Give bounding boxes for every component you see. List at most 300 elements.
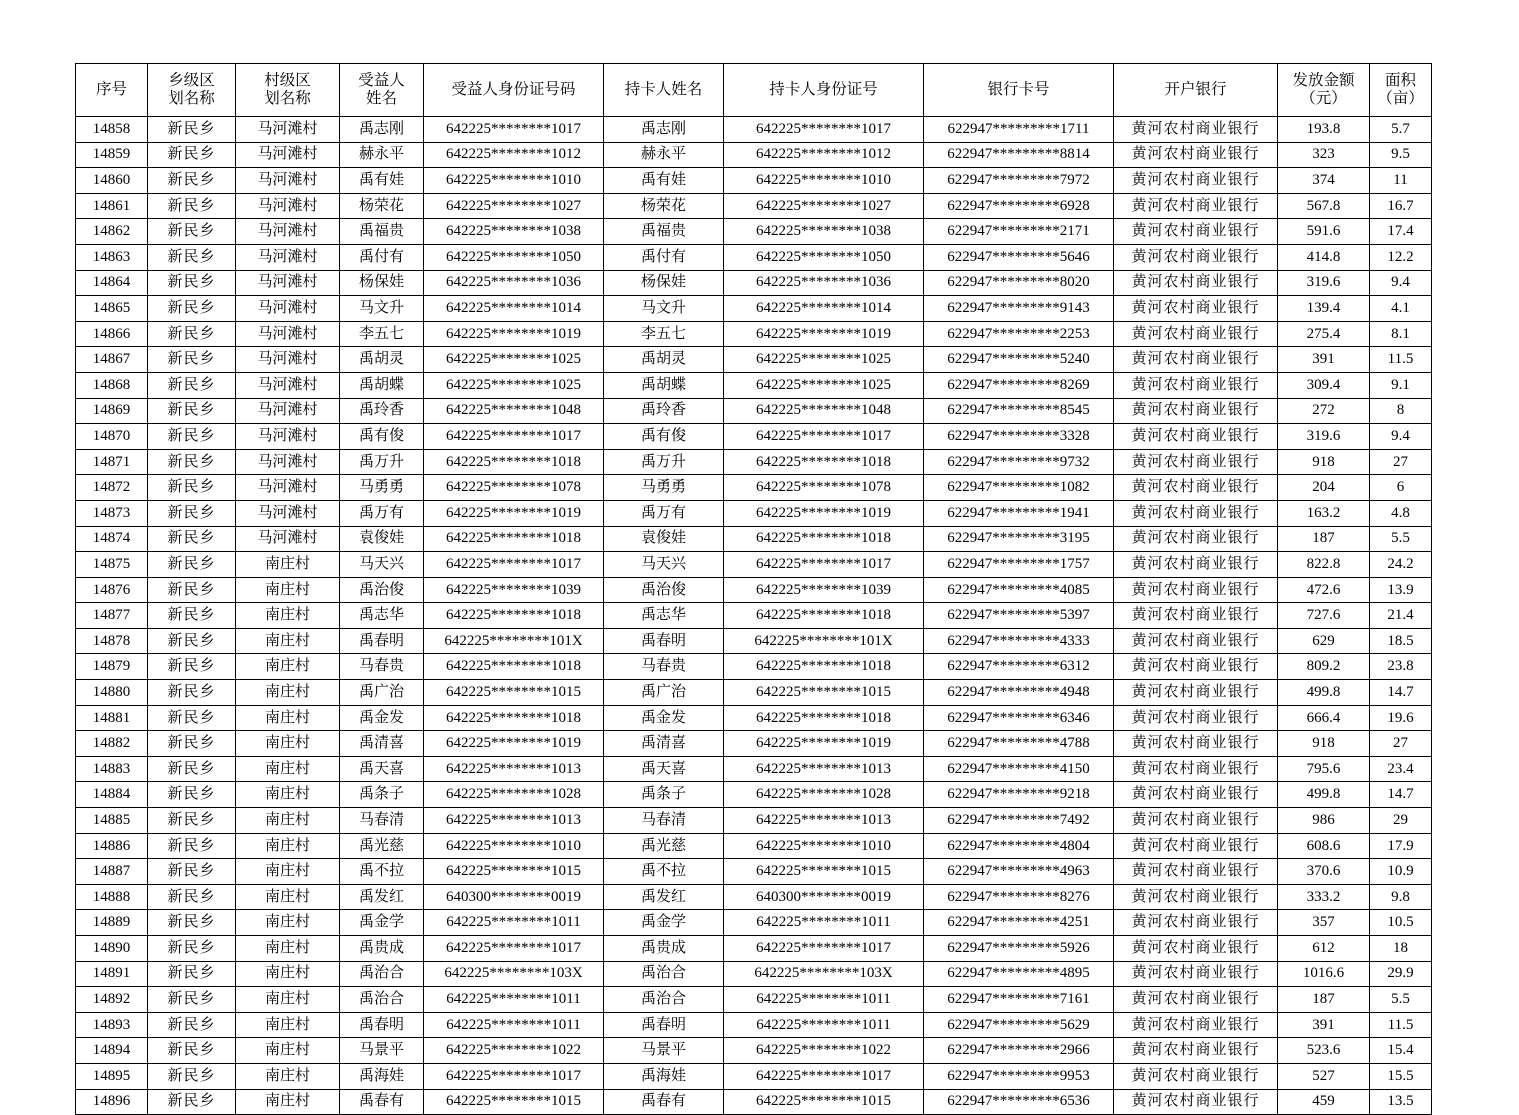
cell-amount: 499.8 [1278,680,1370,706]
cell-beneficiary-name: 马景平 [340,1038,424,1064]
cell-township: 新民乡 [148,628,236,654]
cell-seq: 14882 [76,731,148,757]
cell-cardholder-id: 642225********1078 [724,475,924,501]
cell-cardholder-name: 禹治俊 [604,577,724,603]
cell-area: 9.5 [1370,142,1432,168]
cell-beneficiary-name: 禹志刚 [340,117,424,143]
cell-seq: 14859 [76,142,148,168]
cell-cardholder-id: 642225********1011 [724,910,924,936]
cell-area: 15.5 [1370,1063,1432,1089]
cell-amount: 1016.6 [1278,961,1370,987]
cell-township: 新民乡 [148,168,236,194]
table-row [76,756,1432,782]
cell-amount: 309.4 [1278,372,1370,398]
cell-area: 4.1 [1370,296,1432,322]
column-header-area [1370,64,1432,117]
cell-seq: 14864 [76,270,148,296]
cell-seq: 14858 [76,117,148,143]
cell-cardholder-id: 642225********1039 [724,577,924,603]
table-row [76,475,1432,501]
cell-bank-card-number: 622947*********1941 [924,500,1114,526]
cell-bank-card-number: 622947*********3328 [924,424,1114,450]
column-header-line1: 发放金额 [1292,71,1355,89]
table-row [76,833,1432,859]
cell-village: 南庄村 [236,910,340,936]
cell-beneficiary-name: 禹广治 [340,680,424,706]
table-row [76,731,1432,757]
table-row [76,142,1432,168]
table-body [76,117,1432,1115]
cell-cardholder-name: 禹胡灵 [604,347,724,373]
cell-township: 新民乡 [148,577,236,603]
cell-bank-name: 黄河农村商业银行 [1114,424,1278,450]
cell-cardholder-name: 马天兴 [604,552,724,578]
cell-bank-name: 黄河农村商业银行 [1114,782,1278,808]
cell-beneficiary-id: 642225********1039 [424,577,604,603]
cell-area: 5.5 [1370,526,1432,552]
cell-bank-name: 黄河农村商业银行 [1114,1038,1278,1064]
cell-amount: 809.2 [1278,654,1370,680]
cell-beneficiary-name: 禹不拉 [340,859,424,885]
cell-amount: 459 [1278,1089,1370,1115]
cell-beneficiary-id: 642225********1017 [424,1063,604,1089]
cell-bank-card-number: 622947*********9953 [924,1063,1114,1089]
cell-bank-name: 黄河农村商业银行 [1114,603,1278,629]
cell-area: 8 [1370,398,1432,424]
cell-cardholder-id: 642225********1018 [724,705,924,731]
cell-township: 新民乡 [148,526,236,552]
cell-township: 新民乡 [148,398,236,424]
cell-bank-name: 黄河农村商业银行 [1114,552,1278,578]
cell-seq: 14890 [76,936,148,962]
table-row [76,244,1432,270]
cell-beneficiary-id: 642225********1038 [424,219,604,245]
column-header-line1: 村级区 [264,71,311,89]
cell-amount: 472.6 [1278,577,1370,603]
cell-cardholder-id: 642225********1025 [724,347,924,373]
cell-beneficiary-id: 642225********1015 [424,859,604,885]
column-header-seq [76,64,148,117]
cell-cardholder-id: 642225********1038 [724,219,924,245]
cell-area: 14.7 [1370,782,1432,808]
table-row [76,168,1432,194]
cell-amount: 139.4 [1278,296,1370,322]
cell-village: 马河滩村 [236,296,340,322]
cell-seq: 14863 [76,244,148,270]
column-header-cardholder-id [724,64,924,117]
cell-bank-name: 黄河农村商业银行 [1114,987,1278,1013]
cell-beneficiary-name: 李五七 [340,321,424,347]
cell-bank-name: 黄河农村商业银行 [1114,475,1278,501]
cell-area: 27 [1370,731,1432,757]
cell-area: 17.4 [1370,219,1432,245]
cell-cardholder-name: 禹春有 [604,1089,724,1115]
column-header-line2: 划名称 [168,90,215,107]
cell-seq: 14883 [76,756,148,782]
cell-township: 新民乡 [148,756,236,782]
cell-beneficiary-id: 642225********1012 [424,142,604,168]
cell-bank-card-number: 622947*********2966 [924,1038,1114,1064]
cell-area: 21.4 [1370,603,1432,629]
cell-beneficiary-id: 642225********1048 [424,398,604,424]
cell-beneficiary-id: 642225********101X [424,628,604,654]
cell-cardholder-name: 李五七 [604,321,724,347]
cell-area: 6 [1370,475,1432,501]
cell-cardholder-name: 禹志华 [604,603,724,629]
cell-area: 11.5 [1370,347,1432,373]
column-header-amount [1278,64,1370,117]
cell-seq: 14878 [76,628,148,654]
cell-area: 16.7 [1370,193,1432,219]
column-header-line2: （元） [1300,90,1347,107]
cell-bank-card-number: 622947*********8545 [924,398,1114,424]
cell-beneficiary-name: 禹有俊 [340,424,424,450]
cell-seq: 14872 [76,475,148,501]
cell-cardholder-id: 642225********1036 [724,270,924,296]
column-header-line2: （亩） [1377,90,1424,107]
cell-village: 南庄村 [236,731,340,757]
cell-area: 9.4 [1370,424,1432,450]
cell-seq: 14866 [76,321,148,347]
cell-beneficiary-id: 642225********1027 [424,193,604,219]
cell-village: 南庄村 [236,961,340,987]
cell-amount: 391 [1278,347,1370,373]
table-row [76,296,1432,322]
column-header-line2: 姓名 [365,90,397,107]
cell-beneficiary-name: 禹玲香 [340,398,424,424]
cell-area: 5.5 [1370,987,1432,1013]
cell-area: 24.2 [1370,552,1432,578]
cell-seq: 14880 [76,680,148,706]
cell-cardholder-name: 禹贵成 [604,936,724,962]
cell-cardholder-name: 禹条子 [604,782,724,808]
cell-cardholder-name: 禹付有 [604,244,724,270]
cell-beneficiary-name: 赫永平 [340,142,424,168]
cell-cardholder-id: 642225********1015 [724,680,924,706]
cell-cardholder-id: 642225********1011 [724,987,924,1013]
cell-beneficiary-name: 禹治合 [340,961,424,987]
table-row [76,680,1432,706]
cell-cardholder-id: 642225********1025 [724,372,924,398]
cell-beneficiary-id: 642225********1018 [424,705,604,731]
cell-amount: 193.8 [1278,117,1370,143]
cell-seq: 14887 [76,859,148,885]
cell-seq: 14889 [76,910,148,936]
cell-cardholder-name: 禹志刚 [604,117,724,143]
cell-bank-card-number: 622947*********7161 [924,987,1114,1013]
cell-amount: 319.6 [1278,270,1370,296]
cell-amount: 567.8 [1278,193,1370,219]
cell-beneficiary-name: 马天兴 [340,552,424,578]
cell-area: 17.9 [1370,833,1432,859]
cell-seq: 14892 [76,987,148,1013]
cell-township: 新民乡 [148,219,236,245]
cell-bank-card-number: 622947*********8814 [924,142,1114,168]
cell-area: 13.5 [1370,1089,1432,1115]
cell-township: 新民乡 [148,475,236,501]
cell-township: 新民乡 [148,347,236,373]
cell-village: 马河滩村 [236,321,340,347]
table-row [76,193,1432,219]
cell-cardholder-id: 642225********1027 [724,193,924,219]
cell-seq: 14886 [76,833,148,859]
cell-bank-card-number: 622947*********4804 [924,833,1114,859]
cell-cardholder-name: 禹清喜 [604,731,724,757]
cell-bank-name: 黄河农村商业银行 [1114,244,1278,270]
cell-township: 新民乡 [148,1089,236,1115]
cell-bank-name: 黄河农村商业银行 [1114,117,1278,143]
cell-bank-name: 黄河农村商业银行 [1114,680,1278,706]
cell-beneficiary-name: 禹万升 [340,449,424,475]
cell-area: 18 [1370,936,1432,962]
cell-cardholder-id: 642225********1018 [724,449,924,475]
cell-beneficiary-name: 禹金学 [340,910,424,936]
cell-amount: 357 [1278,910,1370,936]
cell-seq: 14895 [76,1063,148,1089]
cell-beneficiary-id: 642225********1011 [424,987,604,1013]
cell-bank-card-number: 622947*********6312 [924,654,1114,680]
cell-township: 新民乡 [148,1012,236,1038]
cell-beneficiary-id: 642225********1017 [424,936,604,962]
cell-seq: 14891 [76,961,148,987]
cell-village: 马河滩村 [236,449,340,475]
table-row [76,782,1432,808]
cell-township: 新民乡 [148,372,236,398]
column-header-line1: 面积 [1384,71,1416,89]
cell-beneficiary-name: 禹万有 [340,500,424,526]
cell-cardholder-id: 642225********1048 [724,398,924,424]
cell-bank-name: 黄河农村商业银行 [1114,500,1278,526]
cell-beneficiary-name: 禹春明 [340,628,424,654]
cell-township: 新民乡 [148,1038,236,1064]
cell-seq: 14877 [76,603,148,629]
cell-cardholder-name: 马文升 [604,296,724,322]
cell-beneficiary-name: 马春贵 [340,654,424,680]
cell-amount: 414.8 [1278,244,1370,270]
column-header-cardholder-name [604,64,724,117]
cell-township: 新民乡 [148,910,236,936]
cell-seq: 14884 [76,782,148,808]
cell-amount: 918 [1278,731,1370,757]
cell-cardholder-name: 禹万升 [604,449,724,475]
cell-beneficiary-id: 642225********1018 [424,449,604,475]
cell-village: 南庄村 [236,1063,340,1089]
cell-amount: 275.4 [1278,321,1370,347]
table-row [76,1038,1432,1064]
cell-cardholder-name: 马春清 [604,808,724,834]
cell-beneficiary-name: 禹志华 [340,603,424,629]
table-row [76,398,1432,424]
cell-cardholder-id: 642225********1015 [724,859,924,885]
cell-cardholder-name: 禹天喜 [604,756,724,782]
cell-cardholder-name: 禹有俊 [604,424,724,450]
cell-bank-name: 黄河农村商业银行 [1114,321,1278,347]
cell-village: 南庄村 [236,552,340,578]
cell-seq: 14888 [76,884,148,910]
cell-amount: 612 [1278,936,1370,962]
cell-cardholder-name: 禹治合 [604,961,724,987]
cell-bank-card-number: 622947*********5646 [924,244,1114,270]
table-row [76,1063,1432,1089]
cell-beneficiary-id: 642225********1017 [424,117,604,143]
cell-area: 11.5 [1370,1012,1432,1038]
cell-beneficiary-id: 642225********1036 [424,270,604,296]
cell-cardholder-id: 642225********1011 [724,1012,924,1038]
column-header-bank-name [1114,64,1278,117]
cell-village: 马河滩村 [236,424,340,450]
cell-beneficiary-id: 642225********1018 [424,603,604,629]
table-row [76,347,1432,373]
cell-bank-card-number: 622947*********1082 [924,475,1114,501]
table-row [76,1012,1432,1038]
cell-area: 10.9 [1370,859,1432,885]
cell-area: 23.4 [1370,756,1432,782]
cell-amount: 323 [1278,142,1370,168]
cell-cardholder-id: 642225********1014 [724,296,924,322]
cell-beneficiary-name: 禹付有 [340,244,424,270]
cell-seq: 14868 [76,372,148,398]
cell-bank-name: 黄河农村商业银行 [1114,756,1278,782]
cell-bank-card-number: 622947*********5240 [924,347,1114,373]
cell-bank-card-number: 622947*********7492 [924,808,1114,834]
cell-beneficiary-id: 642225********1028 [424,782,604,808]
cell-beneficiary-name: 禹发红 [340,884,424,910]
cell-cardholder-name: 禹金学 [604,910,724,936]
cell-bank-name: 黄河农村商业银行 [1114,1089,1278,1115]
cell-township: 新民乡 [148,424,236,450]
cell-bank-card-number: 622947*********9218 [924,782,1114,808]
table-row [76,808,1432,834]
cell-cardholder-name: 赫永平 [604,142,724,168]
cell-village: 马河滩村 [236,526,340,552]
cell-township: 新民乡 [148,321,236,347]
table-row [76,321,1432,347]
cell-area: 4.8 [1370,500,1432,526]
cell-township: 新民乡 [148,1063,236,1089]
cell-bank-name: 黄河农村商业银行 [1114,168,1278,194]
cell-beneficiary-id: 642225********1015 [424,680,604,706]
cell-beneficiary-id: 640300********0019 [424,884,604,910]
table-row [76,270,1432,296]
cell-cardholder-name: 杨荣花 [604,193,724,219]
cell-village: 马河滩村 [236,142,340,168]
column-header-beneficiary-id [424,64,604,117]
cell-township: 新民乡 [148,961,236,987]
table-row [76,526,1432,552]
cell-bank-card-number: 622947*********2171 [924,219,1114,245]
cell-beneficiary-name: 袁俊娃 [340,526,424,552]
cell-amount: 391 [1278,1012,1370,1038]
cell-cardholder-id: 642225********1018 [724,526,924,552]
cell-cardholder-id: 642225********1012 [724,142,924,168]
cell-amount: 333.2 [1278,884,1370,910]
cell-cardholder-id: 642225********1017 [724,1063,924,1089]
cell-beneficiary-id: 642225********1050 [424,244,604,270]
cell-seq: 14870 [76,424,148,450]
cell-beneficiary-name: 禹有娃 [340,168,424,194]
cell-beneficiary-name: 马文升 [340,296,424,322]
cell-bank-card-number: 622947*********1757 [924,552,1114,578]
cell-amount: 187 [1278,526,1370,552]
cell-cardholder-id: 642225********1022 [724,1038,924,1064]
cell-beneficiary-name: 禹光慈 [340,833,424,859]
cell-seq: 14894 [76,1038,148,1064]
table-row [76,552,1432,578]
cell-village: 南庄村 [236,808,340,834]
cell-seq: 14893 [76,1012,148,1038]
cell-cardholder-name: 禹福贵 [604,219,724,245]
cell-township: 新民乡 [148,808,236,834]
cell-village: 南庄村 [236,936,340,962]
cell-bank-card-number: 622947*********2253 [924,321,1114,347]
cell-bank-card-number: 622947*********4788 [924,731,1114,757]
cell-seq: 14876 [76,577,148,603]
cell-beneficiary-id: 642225********1019 [424,500,604,526]
cell-village: 南庄村 [236,987,340,1013]
cell-bank-name: 黄河农村商业银行 [1114,270,1278,296]
cell-bank-name: 黄河农村商业银行 [1114,193,1278,219]
cell-amount: 523.6 [1278,1038,1370,1064]
cell-area: 14.7 [1370,680,1432,706]
cell-bank-card-number: 622947*********4333 [924,628,1114,654]
cell-amount: 527 [1278,1063,1370,1089]
cell-township: 新民乡 [148,552,236,578]
cell-beneficiary-name: 禹贵成 [340,936,424,962]
cell-village: 南庄村 [236,603,340,629]
cell-area: 29 [1370,808,1432,834]
table-row [76,859,1432,885]
cell-cardholder-id: 642225********1018 [724,603,924,629]
cell-cardholder-id: 642225********1010 [724,833,924,859]
table-row [76,500,1432,526]
cell-seq: 14867 [76,347,148,373]
column-header-line1: 开户银行 [1164,80,1227,98]
cell-bank-card-number: 622947*********5629 [924,1012,1114,1038]
cell-cardholder-id: 642225********1019 [724,500,924,526]
cell-bank-name: 黄河农村商业银行 [1114,936,1278,962]
cell-bank-name: 黄河农村商业银行 [1114,1063,1278,1089]
cell-bank-card-number: 622947*********4948 [924,680,1114,706]
cell-beneficiary-id: 642225********1022 [424,1038,604,1064]
cell-township: 新民乡 [148,731,236,757]
cell-village: 马河滩村 [236,219,340,245]
cell-bank-card-number: 622947*********1711 [924,117,1114,143]
table-row [76,1089,1432,1115]
column-header-line1: 持卡人姓名 [624,80,703,98]
table-row [76,936,1432,962]
table-row [76,117,1432,143]
cell-beneficiary-id: 642225********1010 [424,833,604,859]
column-header-line1: 受益人身份证号码 [451,80,576,98]
cell-township: 新民乡 [148,782,236,808]
cell-amount: 822.8 [1278,552,1370,578]
cell-beneficiary-name: 杨保娃 [340,270,424,296]
cell-bank-card-number: 622947*********9143 [924,296,1114,322]
cell-bank-card-number: 622947*********4085 [924,577,1114,603]
cell-township: 新民乡 [148,859,236,885]
cell-cardholder-name: 马春贵 [604,654,724,680]
subsidy-distribution-table [75,63,1432,1115]
cell-seq: 14874 [76,526,148,552]
cell-cardholder-id: 642225********1050 [724,244,924,270]
cell-beneficiary-id: 642225********1078 [424,475,604,501]
table-row [76,449,1432,475]
table-row [76,603,1432,629]
cell-seq: 14885 [76,808,148,834]
cell-cardholder-id: 640300********0019 [724,884,924,910]
cell-village: 南庄村 [236,859,340,885]
cell-seq: 14862 [76,219,148,245]
